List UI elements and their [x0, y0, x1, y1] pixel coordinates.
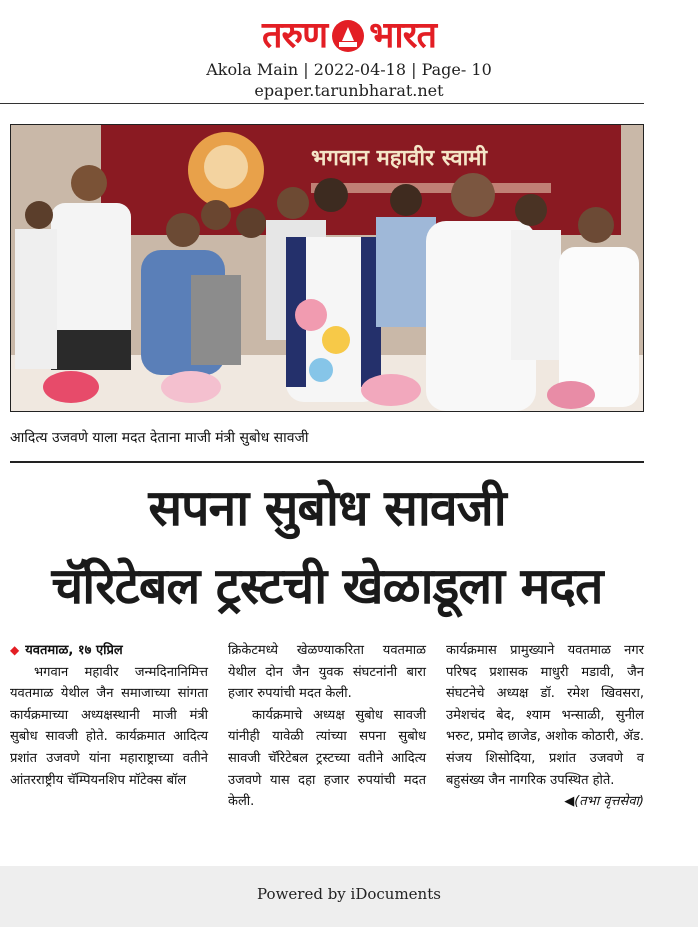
triangle-marker-icon: ◀	[564, 794, 575, 810]
logo-word-left: तरुण	[262, 15, 328, 56]
article-column-1	[10, 640, 208, 791]
article-column-2	[228, 640, 426, 813]
torch-emblem-icon	[331, 19, 365, 53]
headline-line-1: सपना सुबोध सावजी	[148, 479, 506, 537]
news-credit-text: (तभा वृत्तसेवा)	[574, 794, 644, 810]
powered-by-link[interactable]: Powered by iDocuments	[257, 885, 441, 903]
article-column-3	[446, 640, 644, 813]
logo-word-right: भारत	[369, 15, 436, 56]
headline-line-2: चॅरिटेबल ट्रस्टची खेळाडूला मदत	[51, 557, 603, 615]
column-1-paragraph: भगवान महावीर जन्मदिनानिमित्त यवतमाळ येथील जैन समाजाच्या सांगता कार्यक्रमाच्या अध्यक्षस्थानी माजी मंत्री सुबोध सावजी होते. कार्यक्रमात आदित्य प्रशांत उजवणे यांना महाराष्ट्राच्या वतीने आंतरराष्ट्रीय चॅम्पियनशिप मॉटेक्स बॉल	[10, 664, 208, 788]
dateline	[10, 640, 208, 662]
diamond-bullet-icon: ◆	[10, 643, 20, 657]
column-2-paragraph-1: क्रिकेटमध्ये खेळण्याकरिता यवतमाळ येथील दोन जैन युवक संघटनांनी बारा हजार रुपयांची मदत केली.	[228, 643, 426, 702]
column-2-paragraph-2: कार्यक्रमाचे अध्यक्ष सुबोध सावजी यांनीही यावेळी त्यांच्या सपना सुबोध सावजी चॅरिटेबल ट्रस्टच्या वतीने आदित्य उजवणे यास दहा हजार रुपयांची मदत केली.	[228, 707, 426, 810]
column-3-paragraph: कार्यक्रमास प्रामुख्याने यवतमाळ नगर परिषद प्रशासक माधुरी मडावी, जैन संघटनेचे अध्यक्ष डॉ. रमेश खिवसरा, उमेशचंद बेद, श्याम भन्साळी, सुनील भरुट, प्रमोद छाजेड, अशोक कोठारी, ॲड. संजय शिसोदिया, प्रशांत उजवणे व बहुसंख्य जैन नागरिक उपस्थित होते.	[446, 643, 644, 788]
news-photo	[10, 124, 644, 412]
banner-text: भगवान महावीर स्वामी	[311, 146, 488, 171]
caption-divider	[10, 461, 644, 463]
masthead	[0, 0, 698, 104]
header-divider	[0, 103, 644, 104]
photo-caption: आदित्य उजवणे याला मदत देताना माजी मंत्री सुबोध सावजी	[10, 430, 309, 446]
newspaper-logo[interactable]	[224, 14, 474, 58]
news-credit	[446, 791, 644, 813]
footer-bar	[0, 866, 698, 927]
dateline-text: यवतमाळ, १७ एप्रिल	[25, 643, 123, 658]
site-url-link[interactable]: epaper.tarunbharat.net	[254, 81, 444, 100]
edition-info: Akola Main | 2022-04-18 | Page- 10	[206, 60, 492, 79]
